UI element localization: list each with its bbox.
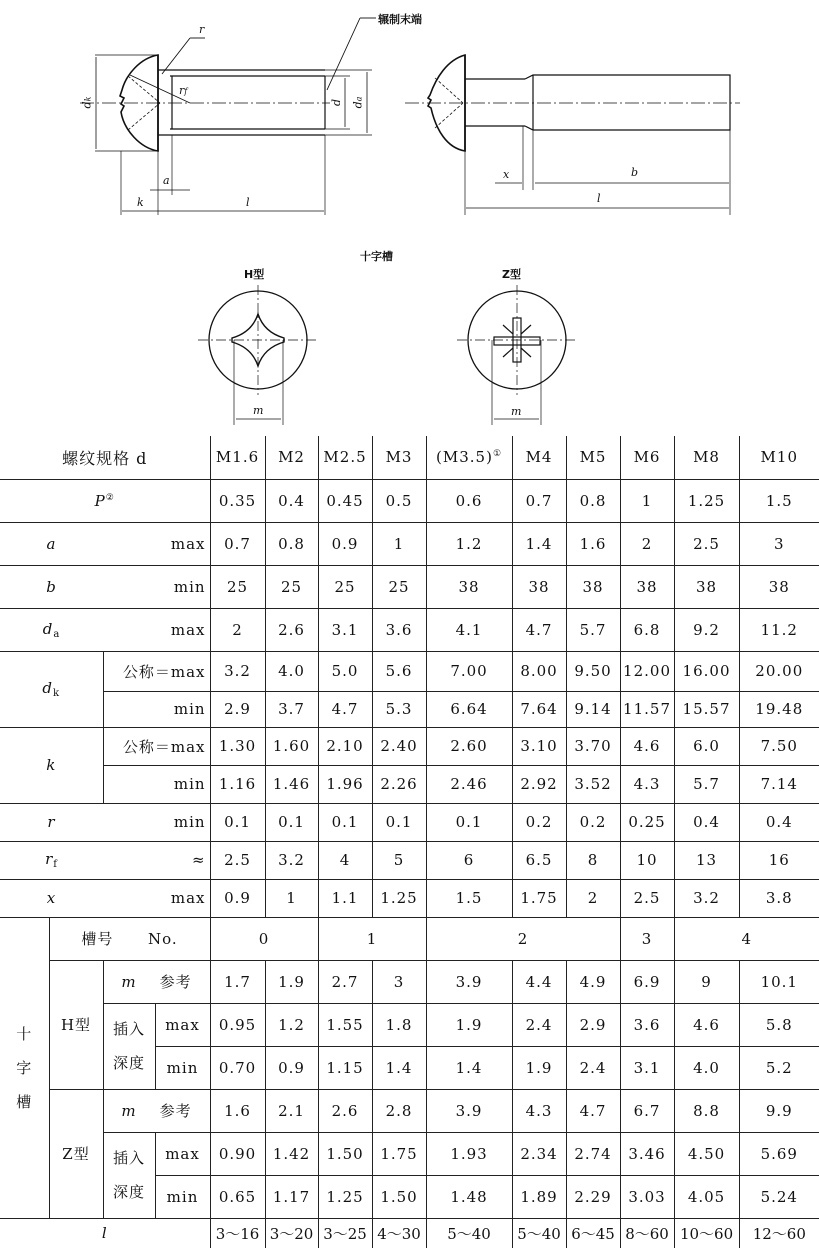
value-cell: 2 [566,879,620,917]
row-label-a: a [0,522,103,565]
value-cell: 16.00 [674,651,739,691]
value-cell: 12～60 [739,1218,819,1248]
value-cell: 4.50 [674,1132,739,1175]
recess-z-label: Z型 [502,268,521,281]
value-cell: 0.9 [210,879,265,917]
value-cell: 3.46 [620,1132,674,1175]
size-cell: M6 [620,436,674,479]
value-cell: 2.26 [372,765,426,803]
header-row [0,436,819,479]
dim-l-label-left: l [246,196,250,209]
value-cell: 2.4 [566,1046,620,1089]
value-cell: 3.7 [265,691,318,727]
value-cell: 0.25 [620,803,674,841]
h-depth-label: 插入 深度 [103,1003,155,1089]
h-type-label: H型 [49,960,103,1089]
value-cell: 2.1 [265,1089,318,1132]
size-cell: M5 [566,436,620,479]
value-cell: 15.57 [674,691,739,727]
row-label-p: P② [0,479,210,522]
size-cell: M8 [674,436,739,479]
value-cell: 9.50 [566,651,620,691]
value-cell: 2.10 [318,727,372,765]
value-cell: 2.7 [318,960,372,1003]
size-cell: M2 [265,436,318,479]
value-cell: 1.75 [512,879,566,917]
value-cell: 0.1 [210,803,265,841]
dim-r-label: r [199,23,205,36]
value-cell: 3.10 [512,727,566,765]
value-cell: 5.6 [372,651,426,691]
value-cell: 0.4 [674,803,739,841]
dim-a-label: a [163,174,170,187]
value-cell: 3.9 [426,960,512,1003]
value-cell: 4.1 [426,608,512,651]
value-cell: 4.0 [265,651,318,691]
value-cell: 5.7 [566,608,620,651]
size-cell: M3 [372,436,426,479]
value-cell: 7.00 [426,651,512,691]
value-cell: 1.89 [512,1175,566,1218]
value-cell: 2 [620,522,674,565]
dimension-table [0,436,819,1248]
value-cell: 4.7 [318,691,372,727]
row-dk-min [0,691,819,727]
value-cell: 5.0 [318,651,372,691]
row-da [0,608,819,651]
value-cell: 1.2 [426,522,512,565]
value-cell: 5～40 [426,1218,512,1248]
value-cell: 25 [318,565,372,608]
value-cell: 11.2 [739,608,819,651]
value-cell: 2.8 [372,1089,426,1132]
recess-no-value: 2 [426,917,620,960]
recess-no-value: 1 [318,917,426,960]
value-cell: 25 [372,565,426,608]
row-length [0,1218,819,1248]
value-cell: 1.8 [372,1003,426,1046]
value-cell: 1.96 [318,765,372,803]
row-qual-k-max: 公称＝max [103,727,210,765]
value-cell: 0.6 [426,479,512,522]
dim-x-label: x [503,168,510,181]
value-cell: 4.0 [674,1046,739,1089]
value-cell: 8～60 [620,1218,674,1248]
value-cell: 2.29 [566,1175,620,1218]
row-label-da: $d_a$ [0,608,103,651]
row-label-r: r [0,803,103,841]
value-cell: 3 [739,522,819,565]
value-cell: 2.74 [566,1132,620,1175]
value-cell: 1.4 [372,1046,426,1089]
value-cell: 3.6 [620,1003,674,1046]
row-label-rf: $r_f$ [0,841,103,879]
recess-h-label: H型 [244,268,265,281]
value-cell: 4.7 [566,1089,620,1132]
value-cell: 25 [265,565,318,608]
value-cell: 6.0 [674,727,739,765]
value-cell: 2.6 [318,1089,372,1132]
value-cell: 0.90 [210,1132,265,1175]
value-cell: 2 [210,608,265,651]
z-type-label: Z型 [49,1089,103,1218]
value-cell: 1.50 [318,1132,372,1175]
value-cell: 19.48 [739,691,819,727]
row-pitch [0,479,819,522]
value-cell: 4.3 [512,1089,566,1132]
recess-no-label: 槽号 No. [49,917,210,960]
value-cell: 2.5 [674,522,739,565]
dim-l-label-right: l [597,192,601,205]
row-recess-no [0,917,819,960]
value-cell: 0.1 [265,803,318,841]
value-cell: 6.9 [620,960,674,1003]
value-cell: 7.14 [739,765,819,803]
row-qual-a: max [103,522,210,565]
value-cell: 5.3 [372,691,426,727]
value-cell: 1.9 [265,960,318,1003]
value-cell: 4.3 [620,765,674,803]
value-cell: 0.65 [210,1175,265,1218]
value-cell: 3.8 [739,879,819,917]
value-cell: 0.8 [566,479,620,522]
size-header-label: 螺纹规格 d [0,436,210,479]
value-cell: 3.52 [566,765,620,803]
value-cell: 3.2 [210,651,265,691]
value-cell: 16 [739,841,819,879]
value-cell: 1 [372,522,426,565]
value-cell: 1.46 [265,765,318,803]
value-cell: 0.95 [210,1003,265,1046]
recess-h-m-label: m [253,404,264,417]
value-cell: 1.25 [674,479,739,522]
value-cell: 10 [620,841,674,879]
row-qual-r: min [103,803,210,841]
value-cell: 1.60 [265,727,318,765]
value-cell: 13 [674,841,739,879]
value-cell: 0.2 [512,803,566,841]
value-cell: 10.1 [739,960,819,1003]
value-cell: 0.35 [210,479,265,522]
value-cell: 4.4 [512,960,566,1003]
value-cell: 1.55 [318,1003,372,1046]
value-cell: 1.25 [372,879,426,917]
value-cell: 3.2 [265,841,318,879]
value-cell: 4.05 [674,1175,739,1218]
recess-title: 十字槽 [360,250,393,263]
value-cell: 1.17 [265,1175,318,1218]
value-cell: 1.30 [210,727,265,765]
h-min-label: min [155,1046,210,1089]
value-cell: 3～16 [210,1218,265,1248]
row-h-depth-max [0,1003,819,1046]
z-max-label: max [155,1132,210,1175]
value-cell: 0.1 [372,803,426,841]
screw-drawings-svg [0,0,819,432]
value-cell: 0.45 [318,479,372,522]
value-cell: 0.4 [265,479,318,522]
row-r [0,803,819,841]
value-cell: 38 [566,565,620,608]
value-cell: 2.40 [372,727,426,765]
value-cell: 38 [512,565,566,608]
value-cell: 1.93 [426,1132,512,1175]
value-cell: 2.6 [265,608,318,651]
row-qual-dk-min: min [103,691,210,727]
value-cell: 3.70 [566,727,620,765]
value-cell: 2.34 [512,1132,566,1175]
value-cell: 1.4 [512,522,566,565]
value-cell: 4～30 [372,1218,426,1248]
value-cell: 3.03 [620,1175,674,1218]
row-qual-x: max [103,879,210,917]
size-cell: M1.6 [210,436,265,479]
row-qual-da: max [103,608,210,651]
value-cell: 0.1 [318,803,372,841]
value-cell: 2.5 [620,879,674,917]
value-cell: 1.16 [210,765,265,803]
value-cell: 2.5 [210,841,265,879]
row-b [0,565,819,608]
value-cell: 5 [372,841,426,879]
row-label-dk: $d_k$ [0,651,103,727]
row-x [0,879,819,917]
recess-group-label: 十 字 槽 [0,917,49,1218]
dim-da-label: da [351,96,365,109]
row-qual-dk-max: 公称＝max [103,651,210,691]
dim-d-label: d [330,98,344,107]
recess-no-value: 4 [674,917,819,960]
row-qual-b: min [103,565,210,608]
technical-drawing [0,0,819,432]
value-cell: 1.2 [265,1003,318,1046]
value-cell: 1.6 [566,522,620,565]
value-cell: 12.00 [620,651,674,691]
value-cell: 9.9 [739,1089,819,1132]
value-cell: 2.9 [566,1003,620,1046]
row-label-k: k [0,727,103,803]
value-cell: 38 [620,565,674,608]
value-cell: 2.9 [210,691,265,727]
value-cell: 1.25 [318,1175,372,1218]
value-cell: 2.60 [426,727,512,765]
dim-b-label: b [631,166,639,179]
h-m-label: m 参考 [103,960,210,1003]
value-cell: 1.6 [210,1089,265,1132]
row-label-b: b [0,565,103,608]
recess-z-m-label: m [511,405,522,418]
row-h-m [0,960,819,1003]
value-cell: 4 [318,841,372,879]
value-cell: 9.14 [566,691,620,727]
value-cell: 6.64 [426,691,512,727]
value-cell: 2.92 [512,765,566,803]
value-cell: 4.9 [566,960,620,1003]
value-cell: 1 [265,879,318,917]
value-cell: 1.42 [265,1132,318,1175]
value-cell: 0.70 [210,1046,265,1089]
value-cell: 4.6 [674,1003,739,1046]
row-label-l: l [0,1218,210,1248]
value-cell: 3 [372,960,426,1003]
row-z-depth-max [0,1132,819,1175]
value-cell: 5.8 [739,1003,819,1046]
row-label-x: x [0,879,103,917]
value-cell: 0.7 [210,522,265,565]
value-cell: 8.00 [512,651,566,691]
value-cell: 0.9 [265,1046,318,1089]
value-cell: 20.00 [739,651,819,691]
value-cell: 3.2 [674,879,739,917]
value-cell: 0.1 [426,803,512,841]
value-cell: 1.7 [210,960,265,1003]
value-cell: 0.4 [739,803,819,841]
row-dk-max [0,651,819,691]
value-cell: 3～20 [265,1218,318,1248]
value-cell: 6～45 [566,1218,620,1248]
value-cell: 1.4 [426,1046,512,1089]
value-cell: 2.46 [426,765,512,803]
value-cell: 8.8 [674,1089,739,1132]
value-cell: 0.7 [512,479,566,522]
value-cell: 38 [739,565,819,608]
value-cell: 0.2 [566,803,620,841]
value-cell: 6.7 [620,1089,674,1132]
value-cell: 8 [566,841,620,879]
value-cell: 1.50 [372,1175,426,1218]
dim-dk-label: dk [80,96,94,109]
row-z-m [0,1089,819,1132]
value-cell: 9 [674,960,739,1003]
value-cell: 6.5 [512,841,566,879]
size-cell: M10 [739,436,819,479]
row-a [0,522,819,565]
value-cell: 0.5 [372,479,426,522]
value-cell: 1.15 [318,1046,372,1089]
row-k-min [0,765,819,803]
value-cell: 5.7 [674,765,739,803]
value-cell: 3.1 [620,1046,674,1089]
size-cell: M4 [512,436,566,479]
z-m-label: m 参考 [103,1089,210,1132]
value-cell: 3.9 [426,1089,512,1132]
value-cell: 25 [210,565,265,608]
value-cell: 3.6 [372,608,426,651]
value-cell: 38 [426,565,512,608]
value-cell: 5.24 [739,1175,819,1218]
row-rf [0,841,819,879]
dim-rf-label: rf [179,84,188,97]
value-cell: 0.9 [318,522,372,565]
value-cell: 5.69 [739,1132,819,1175]
value-cell: 5.2 [739,1046,819,1089]
value-cell: 1 [620,479,674,522]
size-cell: M2.5 [318,436,372,479]
value-cell: 6.8 [620,608,674,651]
recess-no-value: 0 [210,917,318,960]
value-cell: 38 [674,565,739,608]
row-k-max [0,727,819,765]
value-cell: 1.5 [426,879,512,917]
value-cell: 1.75 [372,1132,426,1175]
dim-k-label: k [137,196,144,209]
value-cell: 9.2 [674,608,739,651]
value-cell: 2.4 [512,1003,566,1046]
value-cell: 4.7 [512,608,566,651]
value-cell: 6 [426,841,512,879]
row-qual-rf: ≈ [103,841,210,879]
value-cell: 10～60 [674,1218,739,1248]
value-cell: 1.48 [426,1175,512,1218]
row-qual-k-min: min [103,765,210,803]
value-cell: 1.9 [426,1003,512,1046]
value-cell: 7.64 [512,691,566,727]
value-cell: 1.9 [512,1046,566,1089]
z-min-label: min [155,1175,210,1218]
value-cell: 0.8 [265,522,318,565]
value-cell: 7.50 [739,727,819,765]
value-cell: 3～25 [318,1218,372,1248]
value-cell: 1.1 [318,879,372,917]
value-cell: 5～40 [512,1218,566,1248]
recess-no-value: 3 [620,917,674,960]
value-cell: 1.5 [739,479,819,522]
rolled-end-label: 辗制末端 [378,13,422,26]
size-cell: (M3.5)① [426,436,512,479]
value-cell: 4.6 [620,727,674,765]
value-cell: 3.1 [318,608,372,651]
z-depth-label: 插入 深度 [103,1132,155,1218]
h-max-label: max [155,1003,210,1046]
value-cell: 11.57 [620,691,674,727]
